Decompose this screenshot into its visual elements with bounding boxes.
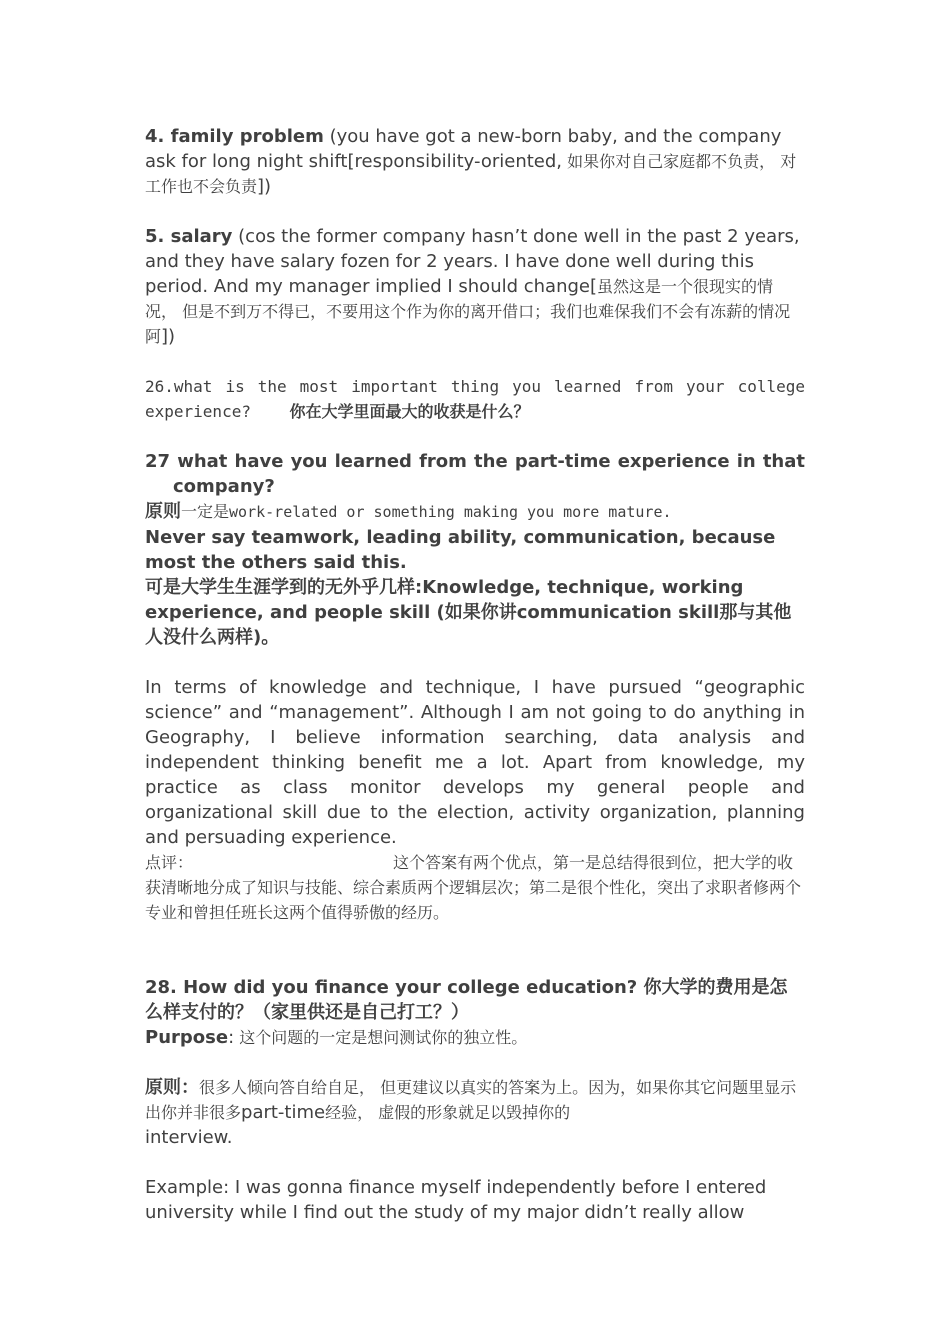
q27-answer: In terms of knowledge and technique, I have pursued “geographic science” and “management”. Although I am not going to do anything in Geography, I believe information searching, data analysis and independent thinking benefit me a lot. Apart from knowledge, my practice as class monitor develops my general people and organizational skill due to the election, activity organization, planning and persuading experience. [145, 677, 805, 848]
q5-close: ]) [161, 326, 176, 347]
q4-paragraph [145, 124, 805, 199]
q26-question-zh: 你在大学里面最大的收获是什么？ [289, 402, 530, 421]
q4-body-zh: 如果你对自己家庭都不负责， 对工作也不会负责 [145, 152, 797, 196]
q27-principle [145, 499, 805, 525]
q28-principle-b: part-time [241, 1102, 326, 1123]
q4-body-en: (you have got a new-born baby, and the company ask for long night shift[responsibility-oriented, [145, 126, 782, 172]
q27-comment-label: 点评： [145, 853, 194, 872]
q28-purpose-label: Purpose [145, 1027, 229, 1048]
q27-comment-text: 这个答案有两个优点，第一是总结得很到位，把大学的收获清晰地分成了知识与技能、综合素质两个逻辑层次；第二是很个性化，突出了求职者修两个专业和曾担任班长这两个值得骄傲的经历。 [145, 853, 802, 922]
q4-close: ]) [257, 176, 272, 197]
q27-principle-en: work-related or something making you more mature. [229, 503, 672, 521]
q5-body-zh: 虽然这是一个很现实的情况， 但是不到万不得已，不要用这个作为你的离开借口；我们也难保我们不会有冻薪的情况阿 [145, 277, 791, 346]
q28-principle-d: interview. [145, 1127, 233, 1148]
q4-title: 4. family problem [145, 126, 324, 147]
q27-title: 27 what have you learned from the part-time experience in that company? [145, 451, 805, 497]
q26-paragraph [145, 374, 805, 424]
q27-principle-zh: 一定是 [181, 502, 230, 521]
q27-college-summary: 可是大学生生涯学到的无外乎几样:Knowledge, technique, working experience, and people skill (如果你讲communication skill那与其他人没什么两样)。 [145, 577, 792, 648]
q28-purpose-sep: : [228, 1027, 235, 1048]
q28-title: 28. How did you finance your college education? 你大学的费用是怎么样支付的？（家里供还是自己打工？） [145, 977, 788, 1023]
q28-purpose [145, 1025, 805, 1050]
q28-principle-c: 经验， 虚假的形象就足以毁掉你的 [325, 1103, 571, 1122]
q28-purpose-text: 这个问题的一定是想问测试你的独立性。 [234, 1028, 528, 1047]
q27-comment [145, 850, 805, 925]
q28-principle-label: 原则： [145, 1077, 199, 1098]
q26-question-en: 26.what is the most important thing you learned from your college experience? [145, 377, 805, 421]
q5-title: 5. salary [145, 226, 233, 247]
q28-example: Example: I was gonna finance myself independently before I entered university while I find out the study of my major didn’t really allow [145, 1177, 767, 1223]
q5-paragraph [145, 224, 805, 349]
q5-body-en: (cos the former company hasn’t done well in the past 2 years, and they have salary fozen for 2 years. I have done well during this period. And my manager implied I should change[ [145, 226, 800, 297]
document-page [145, 124, 805, 1225]
q28-principle-a: 很多人倾向答自给自足， 但更建议以真实的答案为上。因为，如果你其它问题里显示出你并非很多 [145, 1078, 797, 1122]
q28-principle [145, 1075, 805, 1150]
q27-never-say: Never say teamwork, leading ability, communication, because most the others said this. [145, 527, 776, 573]
q27-principle-label: 原则 [145, 501, 181, 522]
